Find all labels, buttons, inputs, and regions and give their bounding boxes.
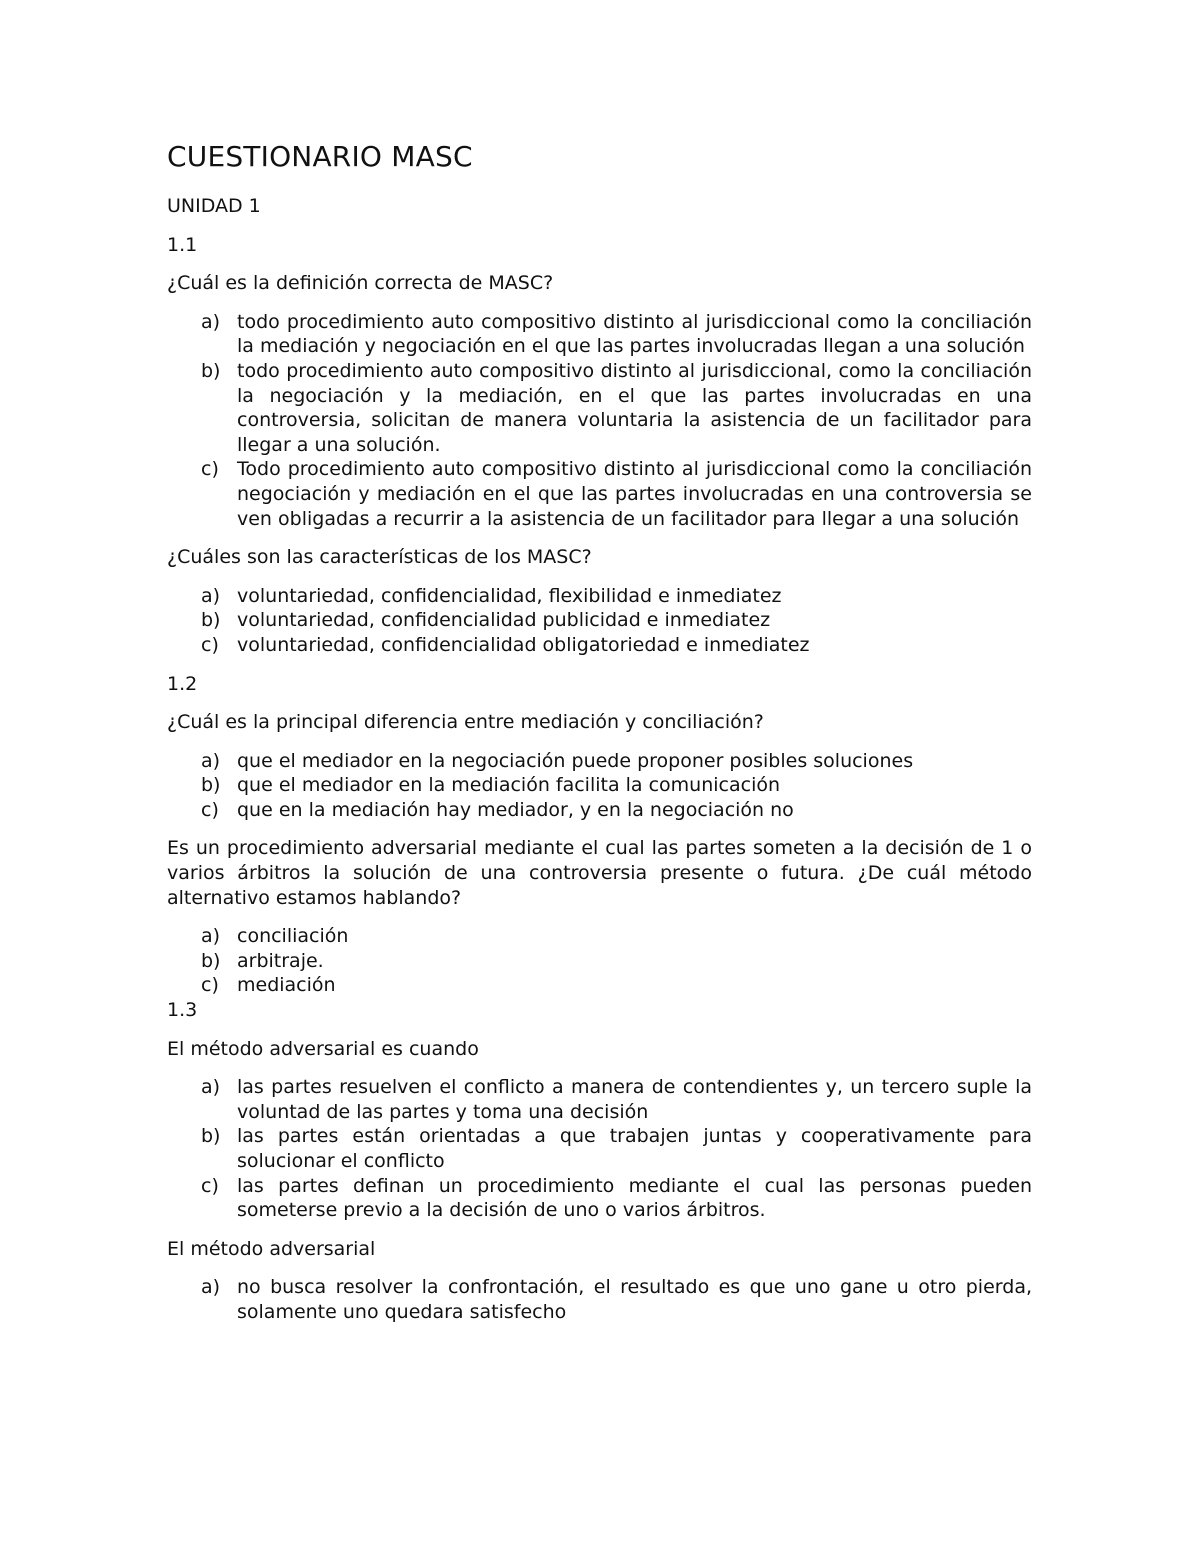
question-text: ¿Cuál es la definición correcta de MASC? [167,272,554,295]
document-page [167,140,1032,1339]
option-letter: a) [201,1076,221,1099]
section-number: 1.1 [167,233,198,256]
option-item [167,924,1032,949]
option-item [167,633,1032,658]
option-item [167,1075,1032,1124]
option-text: no busca resolver la confrontación, el resultado es que uno gane u otro pierda, solamente uno quedara satisfecho [237,1276,1032,1323]
question-text: ¿Cuáles son las características de los MASC? [167,546,592,569]
option-text: arbitraje. [237,949,324,972]
option-item [167,359,1032,457]
option-text: todo procedimiento auto compositivo distinto al jurisdiccional como la conciliación la mediación y negociación en el que las partes involucradas llegan a una solución [237,310,1032,358]
option-letter: c) [201,1174,219,1197]
option-letter: c) [201,633,219,656]
option-item [167,1275,1032,1324]
options-list [167,924,1032,998]
option-letter: b) [201,359,221,382]
option-item [167,310,1032,359]
option-text: conciliación [237,925,349,948]
unit-heading: UNIDAD 1 [167,195,261,217]
option-letter: b) [201,774,221,797]
option-letter: a) [201,749,221,772]
option-letter: b) [201,1125,221,1148]
options-list [167,749,1032,823]
option-letter: a) [201,925,221,948]
section-number: 1.3 [167,999,198,1022]
option-item [167,608,1032,633]
option-text: las partes definan un procedimiento mediante el cual las personas pueden someterse previo a la decisión de uno o varios árbitros. [237,1174,1032,1222]
option-text: Todo procedimiento auto compositivo distinto al jurisdiccional como la conciliación negociación y mediación en el que las partes involucradas en una controversia se ven obligadas a recurrir a la asistencia de un facilitador para llegar a una solución [237,458,1032,530]
option-text: todo procedimiento auto compositivo distinto al jurisdiccional, como la conciliación la negociación y la mediación, en el que las partes involucradas en una controversia, solicitan de manera voluntaria la asistencia de un facilitador para llegar a una solución. [237,359,1032,456]
options-list [167,1275,1032,1324]
option-text: que el mediador en la mediación facilita la comunicación [237,774,781,797]
option-item [167,973,1032,998]
option-letter: a) [201,310,221,333]
option-item [167,749,1032,774]
options-list [167,1075,1032,1223]
option-letter: c) [201,458,219,481]
question-text: El método adversarial es cuando [167,1037,479,1060]
option-letter: c) [201,974,219,997]
question-text: ¿Cuál es la principal diferencia entre mediación y conciliación? [167,711,764,734]
option-text: mediación [237,974,336,997]
option-text: voluntariedad, confidencialidad, flexibilidad e inmediatez [237,584,782,607]
question-text: Es un procedimiento adversarial mediante el cual las partes someten a la decisión de 1 o varios árbitros la solución de una controversia presente o futura. ¿De cuál método alternativo estamos hablando? [167,837,1032,909]
section-number: 1.2 [167,672,198,695]
option-item [167,457,1032,531]
options-list [167,310,1032,531]
option-item [167,773,1032,798]
option-letter: b) [201,609,221,632]
option-text: las partes resuelven el conflicto a manera de contendientes y, un tercero suple la voluntad de las partes y toma una decisión [237,1076,1032,1123]
option-item [167,949,1032,974]
options-list [167,584,1032,658]
document-title: CUESTIONARIO MASC [167,140,473,173]
option-item [167,584,1032,609]
option-letter: a) [201,1276,221,1299]
option-text: las partes están orientadas a que trabajen juntas y cooperativamente para solucionar el conflicto [237,1125,1032,1172]
option-text: que en la mediación hay mediador, y en la negociación no [237,798,794,821]
option-item [167,1124,1032,1173]
option-item [167,798,1032,823]
question-text: El método adversarial [167,1237,376,1260]
option-item [167,1174,1032,1223]
option-letter: c) [201,798,219,821]
option-letter: a) [201,584,221,607]
option-letter: b) [201,949,221,972]
option-text: que el mediador en la negociación puede proponer posibles soluciones [237,749,914,772]
option-text: voluntariedad, confidencialidad publicidad e inmediatez [237,609,771,632]
option-text: voluntariedad, confidencialidad obligatoriedad e inmediatez [237,633,810,656]
